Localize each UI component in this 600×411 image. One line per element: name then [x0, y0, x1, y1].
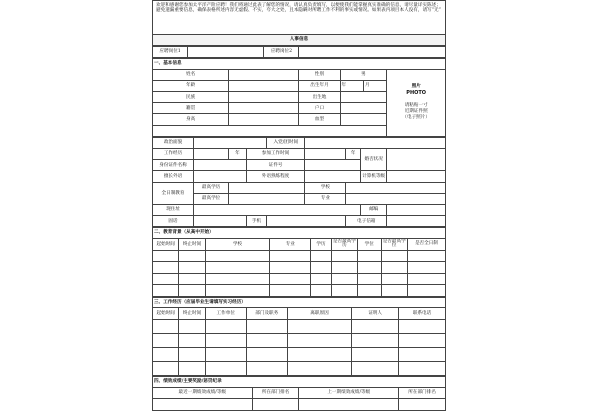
table-row[interactable] — [153, 285, 446, 297]
work-col-phone: 联系电话 — [399, 308, 446, 320]
work-header-row — [153, 308, 446, 320]
position1-field[interactable] — [188, 47, 264, 58]
form-title: 人事信息 — [153, 35, 446, 46]
edu-col-fulltime: 是否全日制 — [407, 238, 445, 250]
edu-col-major: 专业 — [270, 238, 311, 250]
top-degree-field[interactable] — [229, 182, 305, 193]
table-row[interactable] — [153, 399, 446, 411]
major-label: 专业 — [305, 193, 346, 204]
start-work-year[interactable]: 年 — [346, 149, 361, 160]
work-col-reason: 离职原因 — [287, 308, 351, 320]
edu-col-is-top-diploma: 是否最高学位 — [382, 238, 406, 249]
gender-label: 性别 — [299, 69, 340, 80]
school-label: 学校 — [305, 182, 346, 193]
birth-label: 出生年月 — [299, 80, 340, 91]
work-table — [152, 297, 446, 377]
age-label: 年龄 — [153, 80, 229, 91]
edu-col-is-top-degree: 是否最高学历 — [332, 238, 356, 249]
photo-box[interactable] — [387, 69, 446, 136]
table-row[interactable] — [153, 362, 446, 376]
gender-value[interactable]: 男 — [340, 69, 387, 80]
fulltime-label: 全日制教育 — [153, 182, 194, 204]
computer-field[interactable] — [387, 171, 446, 182]
birth-month[interactable]: 月 — [363, 80, 386, 91]
position2-label: 应聘岗位2 — [264, 47, 299, 58]
top-degree-label: 最高学历 — [194, 182, 229, 193]
basic-section-title: 一、基本信息 — [153, 59, 446, 70]
performance-header-row — [153, 387, 446, 398]
height-label: 身高 — [153, 114, 229, 125]
address-field[interactable] — [194, 204, 361, 215]
table-row[interactable] — [153, 273, 446, 285]
edu-col-diploma: 学位 — [358, 238, 381, 250]
photo-note-1: 请粘贴一寸 — [404, 102, 428, 108]
perf-col-previous: 上一期绩效成绩/等级 — [299, 387, 399, 398]
political-label: 政治面貌 — [153, 137, 194, 148]
edu-col-end: 终止时间 — [179, 238, 205, 250]
phone-label: 固话 — [153, 216, 194, 227]
edu-col-degree: 学历 — [311, 238, 332, 250]
language-label: 擅长外语 — [153, 171, 194, 182]
school-field[interactable] — [346, 182, 446, 193]
position-table — [152, 46, 446, 58]
table-row[interactable] — [153, 250, 446, 262]
work-col-end: 终止时间 — [179, 308, 205, 320]
mobile-label: 手机 — [246, 216, 267, 227]
party-time-field[interactable] — [305, 137, 446, 148]
computer-label: 计算机等级 — [360, 171, 386, 182]
age-field[interactable] — [229, 80, 299, 91]
id-no-field[interactable] — [305, 160, 361, 171]
political-field[interactable] — [194, 137, 267, 148]
address-label: 现住址 — [153, 204, 194, 215]
photo-en: PHOTO — [406, 90, 427, 97]
work-section-title: 三、工作经历（应届毕业生请填写实习经历） — [153, 297, 446, 308]
language-field[interactable] — [194, 171, 247, 182]
name-label: 姓名 — [153, 69, 229, 80]
blood-field[interactable] — [340, 114, 387, 125]
hukou-field[interactable] — [340, 103, 387, 114]
perf-col-latest: 最近一期绩效成绩/等级 — [153, 387, 253, 398]
lang-level-field[interactable] — [305, 171, 361, 182]
work-col-start: 起始时间 — [153, 308, 179, 320]
major-field[interactable] — [346, 193, 446, 204]
performance-table — [152, 376, 446, 410]
work-col-dept: 部门及职务 — [246, 308, 287, 320]
work-exp-field[interactable] — [194, 149, 229, 160]
mobile-field[interactable] — [267, 216, 346, 227]
id-type-field[interactable] — [194, 160, 247, 171]
start-work-label: 参加工作时间 — [246, 149, 305, 160]
marital-label: 婚否状况 — [360, 149, 386, 171]
hukou-label: 户口 — [299, 103, 340, 114]
postcode-label: 邮编 — [360, 204, 386, 215]
spacer-row — [153, 125, 387, 136]
header-table — [152, 34, 446, 46]
ethnicity-field[interactable] — [229, 92, 299, 103]
table-row[interactable] — [153, 262, 446, 274]
edu-col-start: 起始时间 — [153, 238, 179, 250]
table-row[interactable] — [153, 320, 446, 334]
postcode-field[interactable] — [387, 204, 446, 215]
basic-info-table — [152, 58, 446, 137]
phone-field[interactable] — [194, 216, 247, 227]
party-time-label: 入党/团时间 — [267, 137, 305, 148]
photo-note-2: 近期证件照 — [404, 109, 428, 115]
application-form — [152, 0, 446, 400]
performance-section-title: 四、绩效成绩/主要奖励/惩罚纪录 — [153, 377, 446, 388]
id-type-label: 身份证件名称 — [153, 160, 194, 171]
id-no-label: 证件号 — [246, 160, 305, 171]
education-table — [152, 227, 446, 297]
intro-text: 欢迎和感谢您参加太平洋产险应聘！我们将通过此表了解您的情况，请认真负责填写，以便使我们能掌握真实准确的信息，请尽量详实陈述；避免遗漏重要信息，确保表格所述内容无虚假、不实，夸大之处，且本隐瞒对所聘工作不利的事实或情况。如果表内项目本人没有，请写“无” — [152, 0, 446, 34]
basic-info-table-2 — [152, 137, 446, 228]
email-label: 电子信箱 — [346, 216, 387, 227]
photo-note-3: （电子照片） — [402, 115, 430, 121]
birthplace-label: 出生地 — [299, 92, 340, 103]
photo-cn: 照片 — [411, 84, 421, 89]
perf-col-rank-1: 所在部门排名 — [252, 387, 299, 398]
position2-field[interactable] — [299, 47, 446, 58]
start-work-field[interactable] — [305, 149, 346, 160]
email-field[interactable] — [387, 216, 446, 227]
birthplace-field[interactable] — [340, 92, 387, 103]
perf-col-rank-2: 所在部门排名 — [399, 387, 446, 398]
origin-field[interactable] — [229, 103, 299, 114]
blood-label: 血型 — [299, 114, 340, 125]
education-section-title: 二、教育背景（从高中开始） — [153, 228, 446, 239]
work-exp-year[interactable]: 年 — [229, 149, 247, 160]
origin-label: 籍贯 — [153, 103, 229, 114]
name-field[interactable] — [229, 69, 299, 80]
work-exp-label: 工作经历 — [153, 149, 194, 160]
edu-col-school: 学校 — [205, 238, 269, 250]
lang-level-label: 外语熟练程度 — [246, 171, 305, 182]
work-col-referee: 证明人 — [352, 308, 399, 320]
top-diploma-field[interactable] — [229, 193, 305, 204]
work-col-company: 工作单位 — [205, 308, 246, 320]
education-header-row — [153, 238, 446, 250]
height-field[interactable] — [229, 114, 299, 125]
position1-label: 应聘岗位1 — [153, 47, 188, 58]
table-row[interactable] — [153, 348, 446, 362]
birth-year[interactable]: 年 — [340, 80, 363, 91]
ethnicity-label: 民族 — [153, 92, 229, 103]
marital-field[interactable] — [387, 149, 446, 171]
top-diploma-label: 最高学位 — [194, 193, 229, 204]
table-row[interactable] — [153, 334, 446, 348]
